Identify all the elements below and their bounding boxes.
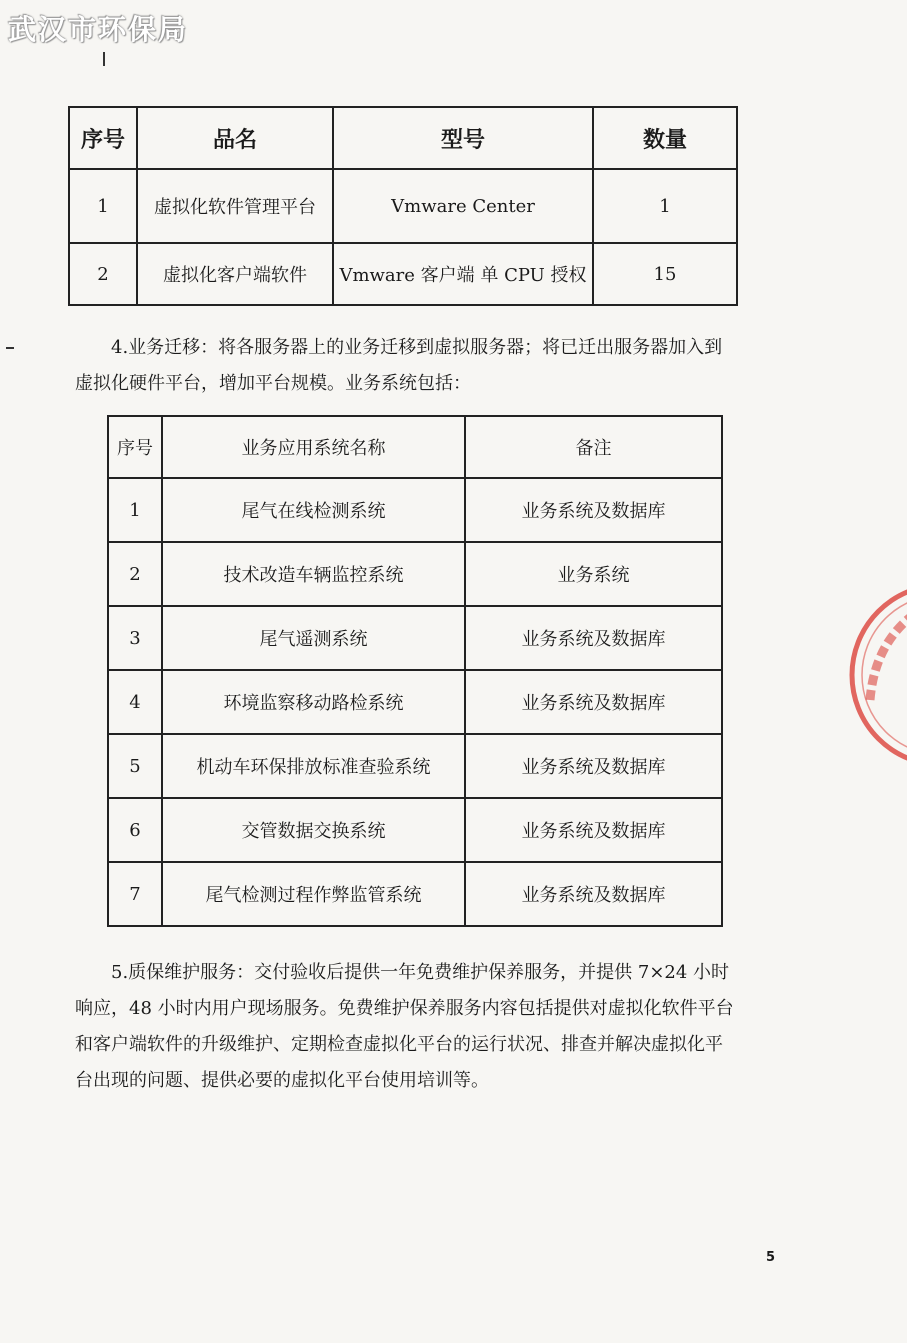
column-header: 序号: [108, 416, 162, 478]
cell-remark: 业务系统及数据库: [465, 478, 722, 542]
cell-remark: 业务系统及数据库: [465, 606, 722, 670]
column-header: 备注: [465, 416, 722, 478]
cell-remark: 业务系统及数据库: [465, 862, 722, 926]
table-row: [69, 169, 737, 243]
business-system-table: [107, 415, 723, 927]
cell-model: Vmware 客户端 单 CPU 授权: [333, 243, 593, 305]
cell-name: 尾气遥测系统: [162, 606, 465, 670]
cell-no: 2: [69, 243, 137, 305]
paragraph-line: 4.业务迁移：将各服务器上的业务迁移到虚拟服务器；将已迁出服务器加入到: [111, 337, 723, 358]
cell-name: 机动车环保排放标准查验系统: [162, 734, 465, 798]
scan-mark: [6, 347, 14, 349]
page-number: 5: [766, 1250, 776, 1265]
cell-no: 1: [69, 169, 137, 243]
column-header: 业务应用系统名称: [162, 416, 465, 478]
cell-model: Vmware Center: [333, 169, 593, 243]
column-header: 型号: [333, 107, 593, 169]
cell-remark: 业务系统及数据库: [465, 798, 722, 862]
cell-name: 虚拟化软件管理平台: [137, 169, 333, 243]
cell-remark: 业务系统及数据库: [465, 670, 722, 734]
paragraph-business-migration: [75, 330, 775, 402]
paragraph-line: 台出现的问题、提供必要的虚拟化平台使用培训等。: [75, 1070, 489, 1091]
table-row: [108, 606, 722, 670]
paragraph-warranty-service: [75, 955, 775, 1099]
cell-name: 尾气检测过程作弊监管系统: [162, 862, 465, 926]
cell-name: 虚拟化客户端软件: [137, 243, 333, 305]
table-header-row: [69, 107, 737, 169]
cell-name: 尾气在线检测系统: [162, 478, 465, 542]
table-row: [108, 798, 722, 862]
scan-mark: [103, 52, 105, 66]
cell-qty: 15: [593, 243, 737, 305]
table-row: [108, 734, 722, 798]
table-row: [69, 243, 737, 305]
cell-remark: 业务系统: [465, 542, 722, 606]
paragraph-line: 5.质保维护服务：交付验收后提供一年免费维护保养服务，并提供 7×24 小时: [111, 962, 730, 983]
column-header: 数量: [593, 107, 737, 169]
column-header: 序号: [69, 107, 137, 169]
cell-no: 5: [108, 734, 162, 798]
paragraph-line: 虚拟化硬件平台，增加平台规模。业务系统包括：: [75, 373, 471, 394]
watermark: 武汉市环保局: [8, 13, 189, 46]
cell-name: 环境监察移动路检系统: [162, 670, 465, 734]
cell-remark: 业务系统及数据库: [465, 734, 722, 798]
column-header: 品名: [137, 107, 333, 169]
cell-qty: 1: [593, 169, 737, 243]
cell-no: 3: [108, 606, 162, 670]
cell-no: 2: [108, 542, 162, 606]
cell-no: 4: [108, 670, 162, 734]
cell-name: 交管数据交换系统: [162, 798, 465, 862]
product-table: [68, 106, 738, 306]
table-row: [108, 862, 722, 926]
cell-no: 7: [108, 862, 162, 926]
cell-no: 1: [108, 478, 162, 542]
cell-name: 技术改造车辆监控系统: [162, 542, 465, 606]
official-seal: [840, 570, 907, 780]
cell-no: 6: [108, 798, 162, 862]
table-header-row: [108, 416, 722, 478]
table-row: [108, 542, 722, 606]
paragraph-line: 和客户端软件的升级维护、定期检查虚拟化平台的运行状况、排查并解决虚拟化平: [75, 1034, 723, 1055]
table-row: [108, 670, 722, 734]
table-row: [108, 478, 722, 542]
paragraph-line: 响应，48 小时内用户现场服务。免费维护保养服务内容包括提供对虚拟化软件平台: [75, 998, 734, 1019]
